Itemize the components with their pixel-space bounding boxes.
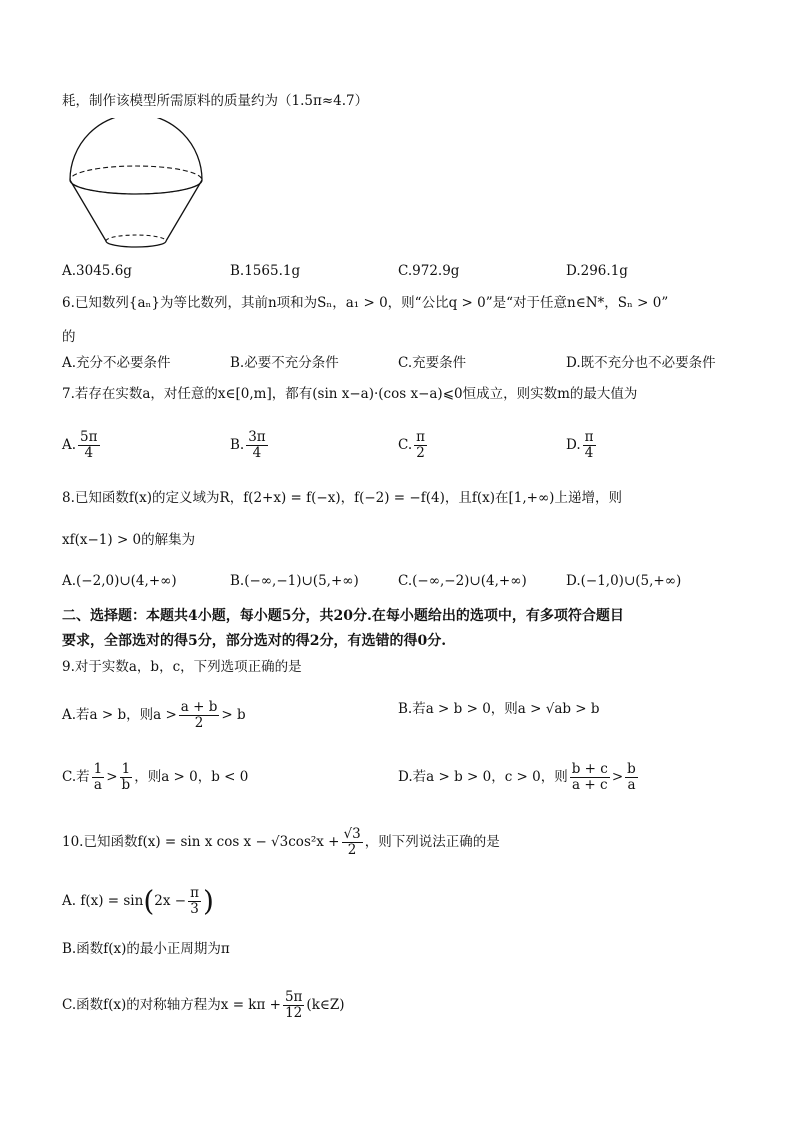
q9-option-c-num1: 1	[93, 761, 103, 777]
q8-option-b: B.(−∞,−1)∪(5,+∞)	[230, 573, 359, 589]
q7-option-a	[62, 430, 102, 461]
q10-option-a	[62, 886, 214, 917]
q5-option-b: B.1565.1g	[230, 263, 301, 279]
q7-option-b-fraction	[246, 430, 267, 461]
q8-option-a: A.(−2,0)∪(4,+∞)	[62, 573, 177, 589]
q9-option-d-den2: a	[627, 777, 636, 793]
q9-option-d-pre: D.若a > b > 0，c > 0，则	[398, 769, 568, 785]
q7-option-c	[398, 430, 429, 461]
q10-option-c-fraction	[283, 990, 304, 1021]
q9-option-b: B.若a > b > 0，则a > √ab > b	[398, 701, 600, 717]
q10-stem-pre: 10.已知函数f(x) = sin x cos x − √3cos²x +	[62, 834, 340, 850]
q9-option-d-den1: a + c	[572, 777, 608, 793]
q9-option-c	[62, 762, 248, 793]
q9-option-c-fraction1	[92, 762, 105, 793]
q7-option-a-den: 4	[84, 445, 94, 461]
q7-option-c-den: 2	[416, 445, 425, 461]
q10-option-a-pre: A. f(x) = sin	[62, 893, 144, 909]
q7-option-c-fraction	[414, 430, 427, 461]
q5-option-c: C.972.9g	[398, 263, 460, 279]
q9-option-c-num2: 1	[120, 762, 133, 778]
section2-heading-line1: 二、选择题：本题共4小题，每小题5分，共20分.在每小题给出的选项中，有多项符合题目	[62, 608, 624, 624]
q9-option-c-den2: b	[121, 777, 131, 793]
q9-option-c-post: ，则a > 0，b < 0	[134, 769, 249, 785]
q9-option-d-num1: b + c	[571, 761, 608, 777]
q10-stem-fraction	[342, 827, 363, 858]
q7-option-b-num: 3π	[248, 429, 266, 445]
q7-option-d-den: 4	[584, 445, 594, 461]
q10-option-b: B.函数f(x)的最小正周期为π	[62, 941, 230, 957]
q10-option-c	[62, 990, 345, 1021]
q7-option-d	[566, 430, 598, 461]
q10-option-c-post: (k∈Z)	[306, 997, 345, 1013]
q10-stem	[62, 827, 500, 858]
q8-option-c: C.(−∞,−2)∪(4,+∞)	[398, 573, 527, 589]
q9-stem: 9.对于实数a，b，c，下列选项正确的是	[62, 659, 302, 675]
q6-option-d: D.既不充分也不必要条件	[566, 355, 716, 371]
q10-stem-post: ，则下列说法正确的是	[364, 834, 500, 850]
q10-option-a-fraction	[188, 886, 201, 917]
q6-stem-line2: 的	[62, 329, 76, 345]
intro-line: 耗，制作该模型所需原料的质量约为（1.5π≈4.7）	[62, 93, 369, 109]
q10-option-a-lparen: (	[143, 884, 155, 918]
q6-option-a: A.充分不必要条件	[62, 355, 171, 371]
q9-option-d-gt: >	[611, 769, 624, 785]
q5-option-d: D.296.1g	[566, 263, 628, 279]
q10-option-a-den: 3	[190, 901, 199, 917]
model-figure	[62, 118, 212, 258]
q6-stem-line1: 6.已知数列{aₙ}为等比数列，其前n项和为Sₙ，a₁ > 0，则“公比q > 0”是“对于任意n∈N*，Sₙ > 0”	[62, 295, 669, 311]
q6-option-b: B.必要不充分条件	[230, 355, 339, 371]
q9-option-c-den1: a	[93, 777, 102, 793]
section2-heading-line2: 要求，全部选对的得5分，部分选对的得2分，有选错的得0分.	[62, 633, 447, 649]
q7-option-b	[230, 430, 270, 461]
q7-option-d-fraction	[583, 430, 596, 461]
q7-option-c-label: C.	[398, 437, 413, 453]
q7-stem: 7.若存在实数a，对任意的x∈[0,m]，都有(sin x−a)·(cos x−a)⩽0恒成立，则实数m的最大值为	[62, 386, 638, 402]
q9-option-d-num2: b	[627, 761, 636, 777]
q9-option-c-pre: C.若	[62, 769, 90, 785]
q10-option-a-rparen: )	[202, 884, 214, 918]
q7-option-b-label: B.	[230, 437, 245, 453]
q7-option-a-fraction	[78, 430, 99, 461]
q9-option-a-fraction	[179, 700, 220, 731]
q7-option-a-label: A.	[62, 437, 77, 453]
q7-option-d-num: π	[584, 429, 594, 445]
q9-option-c-gt: >	[106, 769, 118, 785]
q7-option-c-num: π	[416, 429, 426, 445]
q5-option-a: A.3045.6g	[62, 263, 132, 279]
q10-option-c-num: 5π	[284, 989, 303, 1005]
q9-option-a	[62, 700, 246, 731]
q10-option-a-inner-pre: 2x −	[154, 893, 187, 909]
q9-option-d-fraction2	[625, 762, 638, 793]
q9-option-a-num: a + b	[180, 699, 218, 715]
q8-stem-line1: 8.已知函数f(x)的定义域为R，f(2+x) = f(−x)，f(−2) = −f(4)，且f(x)在[1,+∞)上递增，则	[62, 490, 622, 506]
q9-option-a-den: 2	[194, 715, 204, 731]
q10-stem-num: √3	[343, 826, 361, 842]
q9-option-d-fraction1	[570, 762, 610, 793]
q7-option-b-den: 4	[252, 445, 262, 461]
q9-option-a-pre: A.若a > b，则a >	[62, 707, 177, 723]
q9-option-c-fraction2	[120, 762, 133, 793]
q7-option-d-label: D.	[566, 437, 581, 453]
q10-option-a-num: π	[190, 885, 199, 901]
q8-option-d: D.(−1,0)∪(5,+∞)	[566, 573, 682, 589]
q6-option-c: C.充要条件	[398, 355, 467, 371]
q10-stem-den: 2	[347, 842, 357, 858]
q10-option-c-den: 12	[285, 1005, 303, 1021]
q7-option-a-num: 5π	[80, 429, 98, 445]
q9-option-a-post: > b	[221, 707, 246, 723]
q9-option-d	[398, 762, 640, 793]
q8-stem-line2: xf(x−1) > 0的解集为	[62, 532, 196, 548]
q10-option-c-pre: C.函数f(x)的对称轴方程为x = kπ +	[62, 997, 281, 1013]
